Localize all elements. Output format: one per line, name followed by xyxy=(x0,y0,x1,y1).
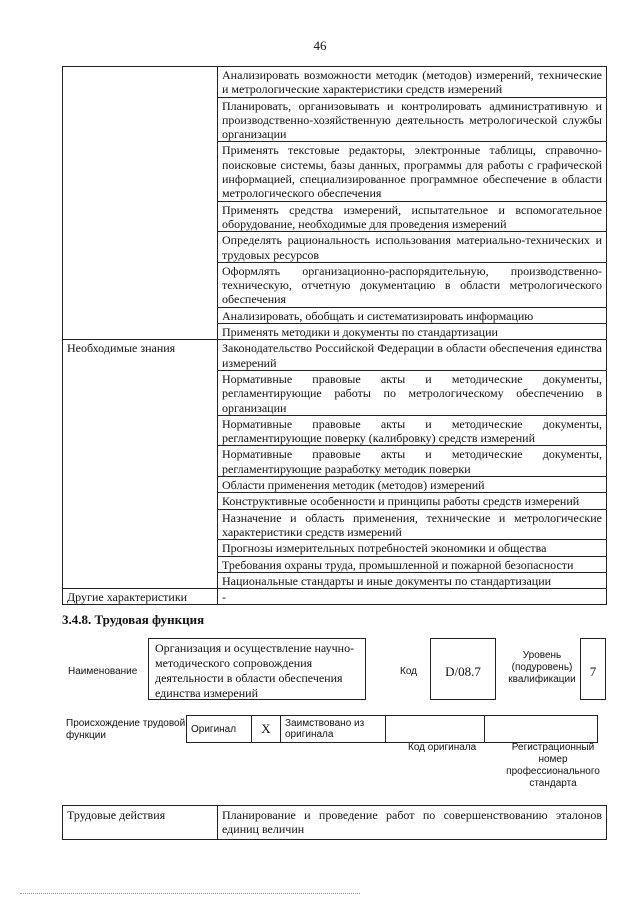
actions-value: Планирование и проведение работ по совершенствованию эталонов единиц величин xyxy=(218,806,607,840)
knowledge-item: Нормативные правовые акты и методические документы, регламентирующие поверку (калибровку) средств измерений xyxy=(218,415,607,446)
knowledge-item: Требования охраны труда, промышленной и пожарной безопасности xyxy=(218,556,607,572)
page-number: 46 xyxy=(313,38,327,53)
knowledge-item: Нормативные правовые акты и методические документы, регламентирующие работы по метрологическому обеспечению в организации xyxy=(218,370,607,415)
skill-item: Применять средства измерений, испытательное и вспомогательное оборудование, необходимые для проведения измерений xyxy=(218,201,607,232)
other-characteristics-value: - xyxy=(218,589,607,605)
skill-item: Определять рациональность использования материально-технических и трудовых ресурсов xyxy=(218,232,607,263)
skill-item: Оформлять организационно-распорядительную, производственно-техническую, отчетную документацию в области метрологического обеспечения xyxy=(218,262,607,307)
origin-label: Происхождение трудовой функции xyxy=(66,718,186,741)
knowledge-label: Необходимые знания xyxy=(63,340,218,589)
section-title: 3.4.8. Трудовая функция xyxy=(62,612,205,627)
original-code-cell xyxy=(386,716,485,743)
origin-table xyxy=(186,715,598,743)
registration-number-label: Регистрационный номер профессионального стандарта xyxy=(506,742,600,789)
table-row xyxy=(63,67,607,98)
borrowed-label: Заимствовано из оригинала xyxy=(281,716,386,743)
knowledge-item: Нормативные правовые акты и методические документы, регламентирующие разработку методик поверки xyxy=(218,446,607,477)
skill-item: Анализировать возможности методик (методов) измерений, технические и метрологические характеристики средств измерений xyxy=(218,67,607,98)
knowledge-item: Назначение и область применения, технические и метрологические характеристики средств измерений xyxy=(218,509,607,540)
other-characteristics-label: Другие характеристики xyxy=(63,589,218,605)
function-code-label: Код xyxy=(400,666,418,677)
knowledge-item: Области применения методик (методов) измерений xyxy=(218,477,607,493)
table-row xyxy=(63,340,607,371)
original-code-label: Код оригинала xyxy=(408,742,477,753)
original-mark: X xyxy=(252,716,281,743)
registration-number-cell xyxy=(485,716,598,743)
skill-item: Применять методики и документы по стандартизации xyxy=(218,324,607,340)
table-row xyxy=(63,806,607,840)
skill-item: Планировать, организовывать и контролировать административную и производственно-хозяйственную деятельность метрологической службы организации xyxy=(218,97,607,142)
function-name-value: Организация и осуществление научно-методического сопровождения деятельности в области обеспечения единства измерений xyxy=(148,638,366,700)
knowledge-item: Конструктивные особенности и принципы работы средств измерений xyxy=(218,493,607,509)
requirements-table xyxy=(62,66,607,605)
skills-label-cell xyxy=(63,67,218,340)
function-name-label: Наименование xyxy=(68,666,138,677)
skill-item: Применять текстовые редакторы, электронные таблицы, справочно-поисковые системы, базы данных, программы для работы с графической информацией, специализированное программное обеспечение в области метрологического обеспечения xyxy=(218,142,607,201)
knowledge-item: Прогнозы измерительных потребностей экономики и общества xyxy=(218,540,607,556)
original-label: Оригинал xyxy=(187,716,252,743)
skill-item: Анализировать, обобщать и систематизировать информацию xyxy=(218,307,607,323)
qualification-level-value: 7 xyxy=(580,638,606,700)
actions-table xyxy=(62,805,607,840)
knowledge-item: Законодательство Российской Федерации в области обеспечения единства измерений xyxy=(218,340,607,371)
scan-artifact-line xyxy=(20,893,360,897)
knowledge-item: Национальные стандарты и иные документы по стандартизации xyxy=(218,572,607,588)
table-row xyxy=(187,716,598,743)
actions-label: Трудовые действия xyxy=(63,806,218,840)
qualification-level-label: Уровень (подуровень) квалификации xyxy=(508,650,576,685)
table-row xyxy=(63,589,607,605)
function-code-value: D/08.7 xyxy=(430,638,496,700)
